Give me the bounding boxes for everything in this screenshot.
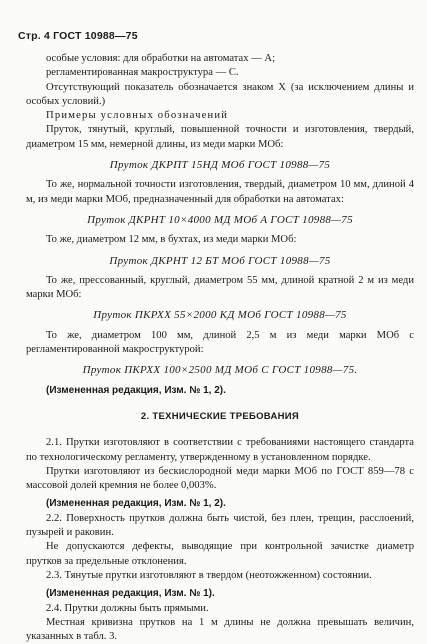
paragraph: Местная кривизна прутков на 1 м длины не должна превышать величин, указанных в табл. 3. — [26, 616, 414, 643]
revision-note: (Измененная редакция, Изм. № 1, 2). — [46, 384, 226, 396]
section-title: 2. ТЕХНИЧЕСКИЕ ТРЕБОВАНИЯ — [140, 410, 300, 422]
paragraph: регламентированная макроструктура — С. — [46, 67, 239, 79]
paragraph: особые условия: для обработки на автоматах — А; — [46, 53, 276, 64]
examples-heading: Примеры условных обозначений — [46, 110, 229, 122]
paragraph: Пруток, тянутый, круглый, повышенной точности и изготовления, твердый, диаметром 15 мм, немерной длины, из меди марки МОб: — [26, 124, 414, 150]
designation-example: Пруток ДКРПТ 15НД МОб ГОСТ 10988—75 — [109, 159, 331, 172]
paragraph: 2.2. Поверхность прутков должна быть чистой, без плен, трещин, расслоений, пузырей и раковин. — [26, 512, 414, 539]
paragraph: 2.1. Прутки изготовляют в соответствии с требованиями настоящего стандарта по технологическому регламенту, утвержденному в установленном порядке. — [26, 437, 414, 463]
designation-example: Пруток ДКРНТ 10×4000 МД МОб А ГОСТ 10988—75 — [87, 213, 353, 226]
page-header: Стр. 4 ГОСТ 10988—75 — [18, 30, 138, 42]
paragraph: То же, диаметром 100 мм, длиной 2,5 м из меди марки МОб с регламентированной макроструктурой: — [26, 329, 414, 356]
paragraph: Прутки изготовляют из бескислородной меди марки МОб по ГОСТ 859—78 с массовой долей кремния не более 0,003%. — [26, 465, 414, 492]
designation-example: Пруток ПКРХХ 100×2500 МД МОб С ГОСТ 10988—75. — [82, 364, 358, 377]
designation-example: Пруток ПКРХХ 55×2000 КД МОб ГОСТ 10988—75 — [93, 309, 347, 322]
document-body — [26, 52, 414, 644]
designation-example: Пруток ДКРНТ 12 БТ МОб ГОСТ 10988—75 — [109, 254, 331, 267]
paragraph: Отсутствующий показатель обозначается знаком X (за исключением длины и особых условий.) — [26, 81, 414, 107]
paragraph: То же, диаметром 12 мм, в бухтах, из меди марки МОб: — [46, 234, 297, 246]
paragraph: То же, нормальной точности изготовления, твердый, диаметром 10 мм, длиной 4 м, из меди марки МОб, предназначенный для обработки на автоматах: — [26, 179, 414, 205]
revision-note: (Измененная редакция, Изм. № 1). — [46, 588, 215, 600]
revision-note: (Измененная редакция, Изм. № 1, 2). — [46, 498, 226, 510]
paragraph: 2.3. Тянутые прутки изготовляют в твердом (неотожженном) состоянии. — [46, 569, 372, 581]
paragraph: 2.4. Прутки должны быть прямыми. — [46, 602, 209, 614]
paragraph: Не допускаются дефекты, выводящие при контрольной зачистке диаметр прутков за предельные отклонения. — [26, 541, 414, 567]
paragraph: То же, прессованный, круглый, диаметром 55 мм, длиной кратной 2 м из меди марки МОб: — [26, 274, 414, 301]
